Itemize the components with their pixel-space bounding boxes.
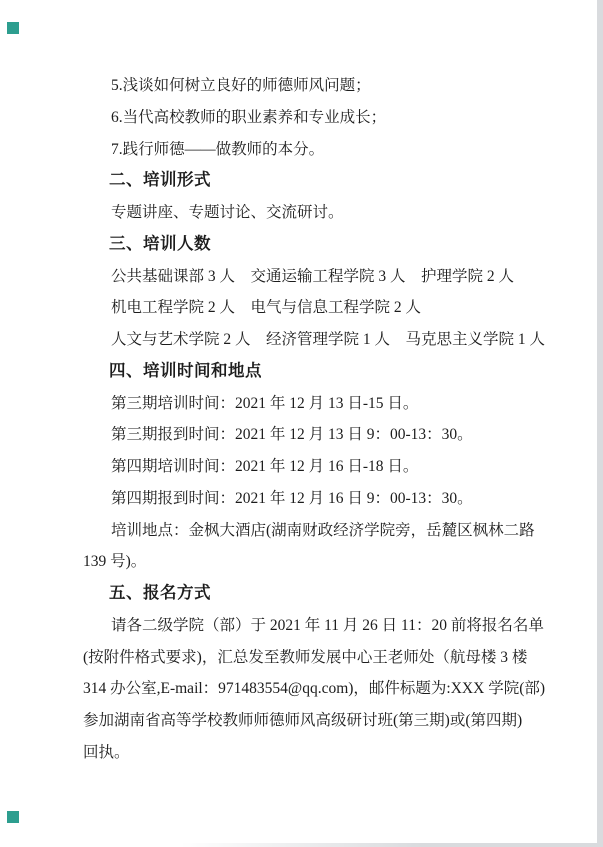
text-line: 专题讲座、专题讨论、交流研讨。 bbox=[111, 204, 344, 221]
text-line: 培训地点：金枫大酒店(湖南财政经济学院旁，岳麓区枫林二路 bbox=[111, 521, 535, 539]
text-line: 6.当代高校教师的职业素养和专业成长； bbox=[111, 108, 387, 126]
document-body[interactable] bbox=[83, 70, 589, 769]
text-line: 机电工程学院 2 人 电气与信息工程学院 2 人 bbox=[111, 299, 422, 317]
edit-marker-icon bbox=[7, 811, 19, 823]
section-heading: 三、培训人数 bbox=[109, 234, 211, 253]
page-edge-bottom bbox=[0, 843, 603, 847]
edit-marker-icon bbox=[7, 22, 19, 34]
text-line: 第四期培训时间：2021 年 12 月 16 日-18 日。 bbox=[111, 458, 419, 475]
text-line: 人文与艺术学院 2 人 经济管理学院 1 人 马克思主义学院 1 人 bbox=[111, 331, 546, 348]
text-line: 5.浅谈如何树立良好的师德师风问题； bbox=[111, 77, 371, 94]
text-line: 139 号)。 bbox=[83, 553, 147, 571]
text-line: (按附件格式要求)，汇总发至教师发展中心王老师处（航母楼 3 楼 bbox=[83, 648, 528, 666]
text-line: 第四期报到时间：2021 年 12 月 16 日 9：00-13：30。 bbox=[111, 489, 473, 507]
text-line: 7.践行师德——做教师的本分。 bbox=[111, 140, 325, 158]
text-line: 回执。 bbox=[83, 743, 130, 761]
section-heading: 二、培训形式 bbox=[109, 171, 211, 190]
text-line: 314 办公室,E-mail：971483554@qq.com)，邮件标题为:XXX 学院(部) bbox=[83, 680, 546, 698]
text-line: 请各二级学院（部）于 2021 年 11 月 26 日 11：20 前将报名名单 bbox=[111, 616, 544, 634]
text-line: 公共基础课部 3 人 交通运输工程学院 3 人 护理学院 2 人 bbox=[111, 267, 515, 285]
section-heading: 五、报名方式 bbox=[109, 584, 211, 602]
text-line: 第三期报到时间：2021 年 12 月 13 日 9：00-13：30。 bbox=[111, 426, 473, 444]
text-line: 第三期培训时间：2021 年 12 月 13 日-15 日。 bbox=[111, 394, 419, 412]
page-edge-right bbox=[597, 0, 603, 847]
text-line: 参加湖南省高等学校教师师德师风高级研讨班(第三期)或(第四期) bbox=[83, 712, 523, 729]
section-heading: 四、培训时间和地点 bbox=[109, 361, 262, 380]
